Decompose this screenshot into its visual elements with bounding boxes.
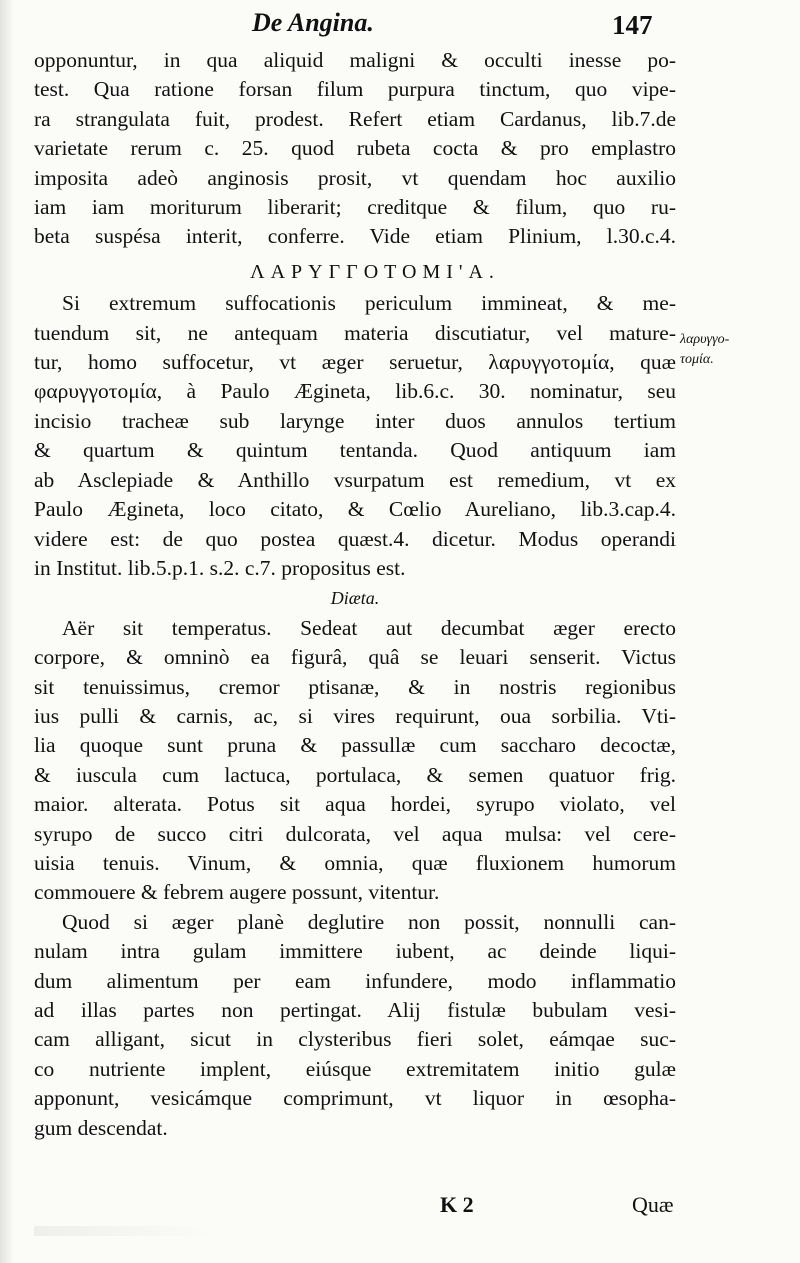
- text-line: tur, homo suffocetur, vt æger seruetur, λαρυγγοτομία, quæ: [34, 350, 676, 375]
- text-line: Si extremum suffocationis periculum immineat, & me-: [62, 291, 676, 316]
- text-line: incisio tracheæ sub larynge inter duos annulos tertium: [34, 408, 676, 433]
- catchword: Quæ: [632, 1192, 674, 1217]
- paragraph-1: [34, 46, 676, 252]
- text-line: uisia tenuis. Vinum, & omnia, quæ fluxionem humorum: [34, 850, 676, 875]
- text-line: videre est: de quo postea quæst.4. dicetur. Modus operandi: [34, 526, 676, 551]
- section-heading: ΛΑΡΥΓΓΟΤΟΜΙ'Α.: [250, 260, 500, 283]
- page-footer: [0, 1192, 800, 1226]
- text-line: ab Asclepiade & Anthillo vsurpatum est remedium, vt ex: [34, 467, 676, 492]
- text-line: nulam intra gulam immittere iubent, ac deinde liqui-: [34, 939, 676, 964]
- text-line: maior. alterata. Potus sit aqua hordei, syrupo violato, vel: [34, 792, 676, 817]
- page-header: [0, 6, 800, 46]
- text-line: ra strangulata fuit, prodest. Refert etiam Cardanus, lib.7.de: [34, 106, 676, 131]
- text-line: in Institut. lib.5.p.1. s.2. c.7. propositus est.: [34, 555, 406, 580]
- text-line: co nutriente implent, eiúsque extremitatem initio gulæ: [34, 1056, 676, 1081]
- text-line: Aër sit temperatus. Sedeat aut decumbat æger erecto: [62, 615, 676, 640]
- text-line: dum alimentum per eam infundere, modo inflammatio: [34, 968, 676, 993]
- paragraph-4: [34, 908, 676, 1143]
- text-line: ad illas partes non pertingat. Alij fistulæ bubulam vesi-: [34, 998, 676, 1022]
- paragraph-3: [34, 614, 676, 908]
- text-line: lia quoque sunt pruna & passullæ cum saccharo decoctæ,: [34, 733, 676, 758]
- diaeta-heading: Diæta.: [330, 588, 380, 609]
- text-line: & iuscula cum lactuca, portulaca, & semen quatuor frig.: [34, 762, 676, 787]
- marginal-line: τομία.: [680, 352, 714, 367]
- text-line: cam alligant, sicut in clysteribus fieri solet, eámqae suc-: [34, 1027, 676, 1052]
- text-line: varietate rerum c. 25. quod rubeta cocta & pro emplastro: [34, 136, 676, 161]
- text-line: beta suspésa interit, conferre. Vide etiam Plinium, l.30.c.4.: [34, 224, 676, 249]
- text-line: imposita adeò anginosis prosit, vt quendam hoc auxilio: [34, 165, 676, 190]
- text-line: commouere & febrem augere possunt, vitentur.: [34, 880, 440, 905]
- text-line: tuendum sit, ne antequam materia discutiatur, vel mature-: [34, 320, 676, 345]
- signature-mark: K 2: [440, 1192, 474, 1217]
- marginal-line: λαρυγγο-: [680, 332, 730, 347]
- text-line: sit tenuissimus, cremor ptisanæ, & in nostris regionibus: [34, 674, 676, 699]
- text-line: opponuntur, in qua aliquid maligni & occulti inesse po-: [34, 48, 676, 72]
- running-title: De Angina.: [252, 8, 374, 37]
- text-line: test. Qua ratione forsan filum purpura tinctum, quo vipe-: [34, 77, 676, 102]
- text-line: iam iam moriturum liberarit; creditque & filum, quo ru-: [34, 195, 676, 220]
- text-line: Paulo Ægineta, loco citato, & Cœlio Aureliano, lib.3.cap.4.: [34, 497, 676, 522]
- text-line: gum descendat.: [34, 1115, 168, 1140]
- bleed-through-shadow: [34, 1226, 214, 1236]
- text-line: corpore, & omninò ea figurâ, quâ se leuari senserit. Victus: [34, 645, 676, 670]
- page-number: 147: [612, 10, 653, 40]
- paragraph-2: [34, 289, 676, 583]
- text-line: Quod si æger planè deglutire non possit, nonnulli can-: [62, 909, 676, 934]
- text-line: & quartum & quintum tentanda. Quod antiquum iam: [34, 438, 676, 463]
- marginal-note: [680, 330, 795, 370]
- main-text: [34, 46, 676, 1143]
- text-line: syrupo de succo citri dulcorata, vel aqua mulsa: vel cere-: [34, 821, 676, 846]
- text-line: φαρυγγοτομία, à Paulo Ægineta, lib.6.c. 30. nominatur, seu: [34, 379, 676, 404]
- text-line: ius pulli & carnis, ac, si vires requirunt, oua sorbilia. Vti-: [34, 703, 676, 728]
- text-line: apponunt, vesicámque comprimunt, vt liquor in œsopha-: [34, 1086, 676, 1111]
